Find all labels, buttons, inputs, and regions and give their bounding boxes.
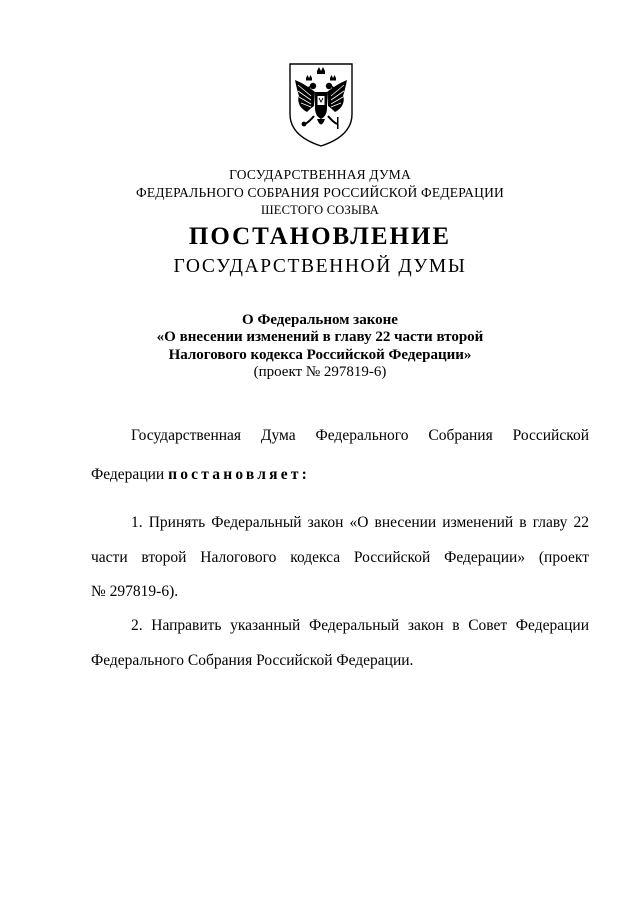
coat-of-arms-emblem [287,62,355,148]
law-heading-line1: О Федеральном законе [242,312,398,328]
resolves-word: постановляет: [168,466,310,483]
intro-line1: Государственная Дума Федерального Собрания Российской [131,427,589,444]
law-project-number: (проект № 297819-6) [253,364,387,380]
intro-line2-start: Федерации [91,466,169,483]
item2-line2: Федерального Собрания Российской Федерации. [91,652,414,669]
law-heading-line3: Налогового кодекса Российской Федерации» [168,347,472,363]
item2-line1: 2. Направить указанный Федеральный закон в Совет Федерации [131,617,589,634]
law-heading-line2: «О внесении изменений в главу 22 части второй [156,329,484,345]
document-title: ПОСТАНОВЛЕНИЕ [188,223,452,250]
header-federal-assembly: ФЕДЕРАЛЬНОГО СОБРАНИЯ РОССИЙСКОЙ ФЕДЕРАЦИИ [136,185,504,200]
item1-line3: № 297819-6). [91,583,179,600]
header-convocation: ШЕСТОГО СОЗЫВА [260,203,380,217]
item1-line1: 1. Принять Федеральный закон «О внесении изменений в главу 22 [131,514,589,531]
item1-line2: части второй Налогового кодекса Российской Федерации» (проект [91,549,589,566]
intro-line2 [91,465,589,485]
header-duma: ГОСУДАРСТВЕННАЯ ДУМА [229,167,411,182]
document-subtitle: ГОСУДАРСТВЕННОЙ ДУМЫ [173,256,467,277]
